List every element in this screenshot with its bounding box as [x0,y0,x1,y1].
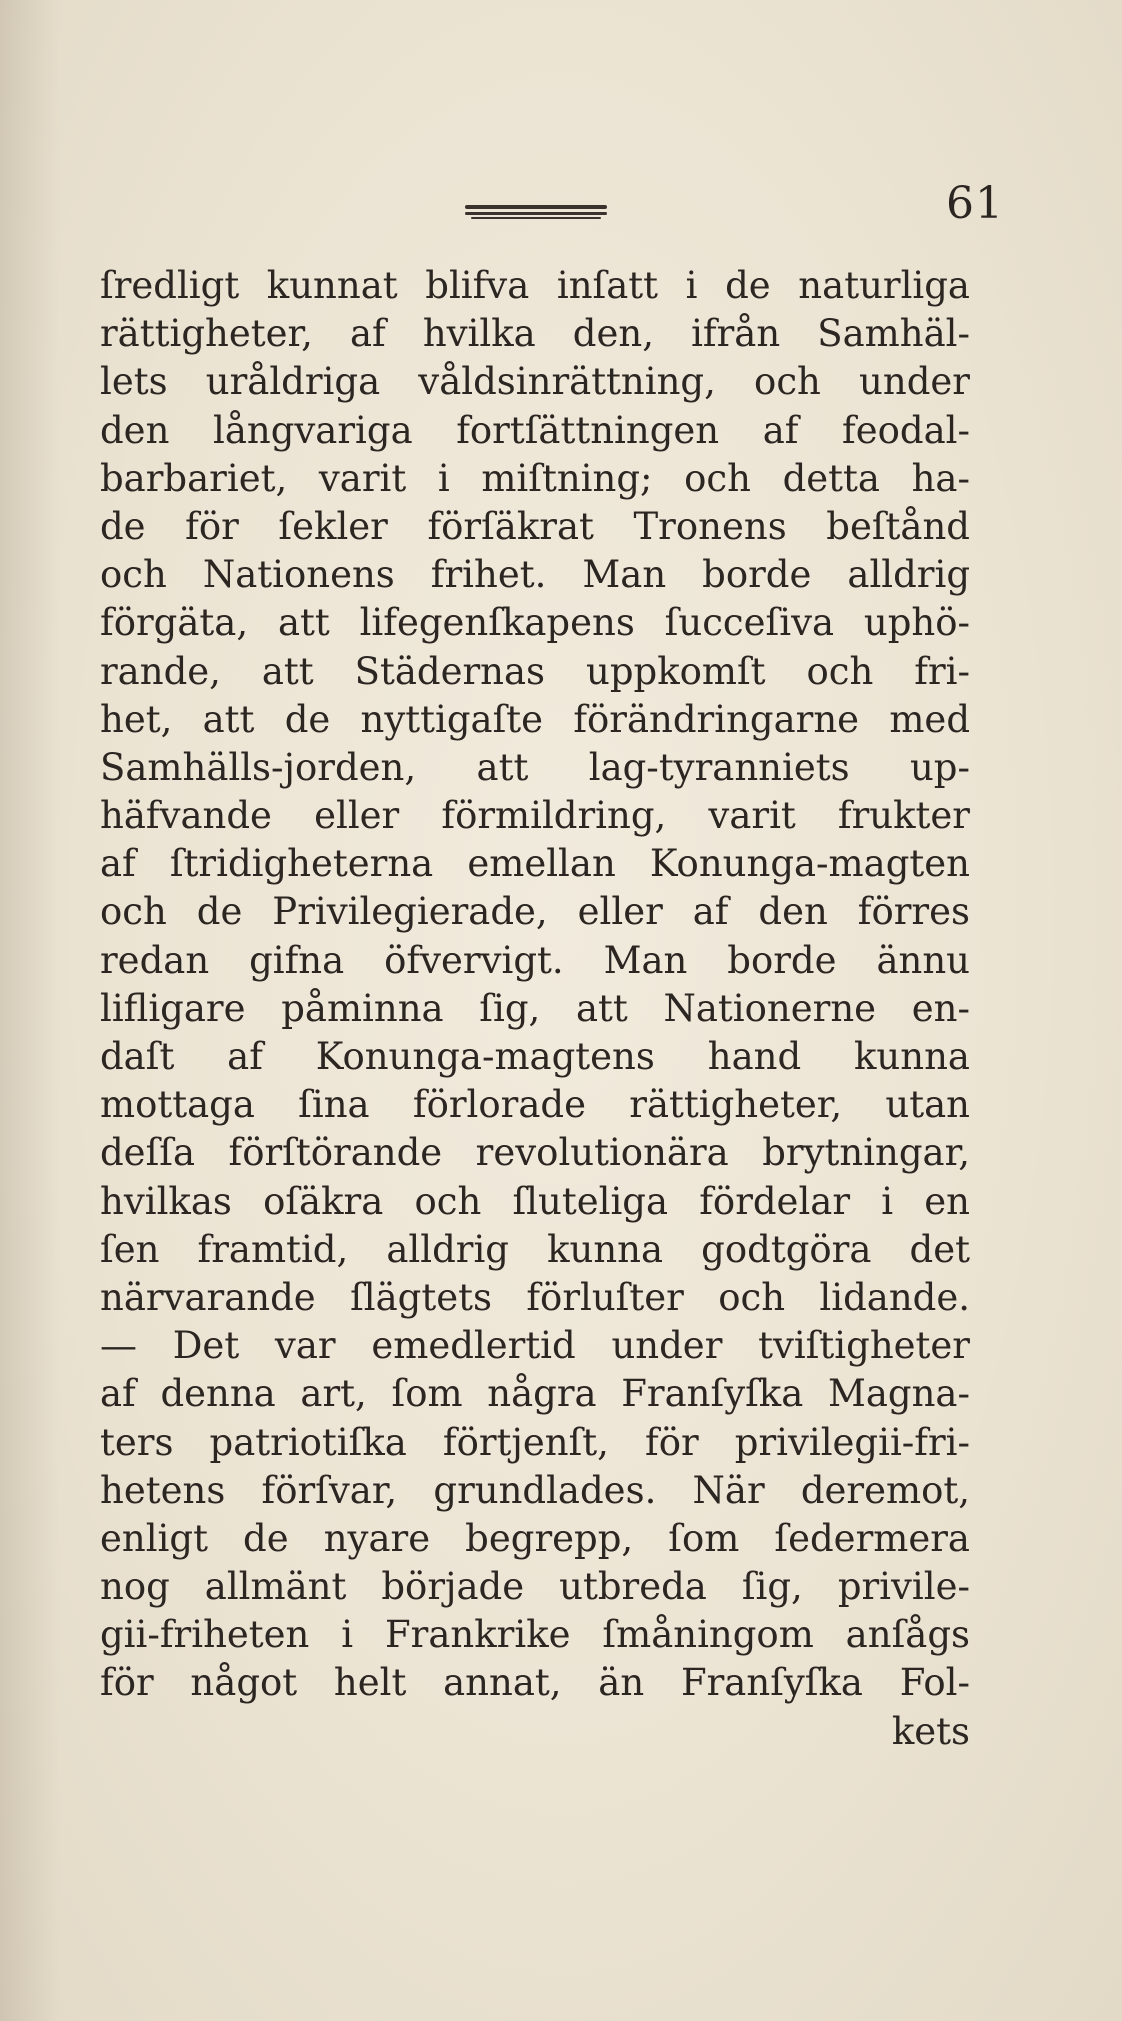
header-rule-ornament [465,205,607,221]
text-line: nog allmänt började utbreda ſig, privile- [100,1565,970,1609]
text-line: häfvande eller förmildring, varit frukter [100,794,970,838]
text-line: lets uråldriga våldsinrättning, och under [100,360,970,404]
text-line: ters patriotiſka förtjenſt, för privilegii-fri- [100,1420,970,1464]
text-line: redan gifna öfvervigt. Man borde ännu [100,938,970,982]
catchword: kets [891,1709,970,1753]
text-line: rande, att Städernas uppkomſt och fri- [100,649,970,693]
text-line: den långvariga fortſättningen af feodal- [100,408,970,452]
text-line: barbariet, varit i miſtning; och detta ha- [100,456,970,500]
text-line: af denna art, ſom några Franſyſka Magna- [100,1372,970,1416]
body-text [100,262,970,1756]
ornament-bar [471,217,601,219]
text-line: lifligare påminna ſig, att Nationerne en- [100,986,970,1030]
text-line: ſen framtid, alldrig kunna godtgöra det [100,1227,970,1271]
text-line: hvilkas oſäkra och ſluteliga fördelar i en [100,1179,970,1223]
text-line: ſredligt kunnat blifva inſatt i de naturliga [100,264,970,307]
text-line: enligt de nyare begrepp, ſom ſedermera [100,1516,970,1560]
text-line: förgäta, att lifegenſkapens ſucceſiva uphö- [100,601,970,645]
text-line: het, att de nyttigaſte förändringarne med [100,697,970,741]
text-line: daſt af Konunga-magtens hand kunna [100,1035,970,1078]
text-line: af ſtridigheterna emellan Konunga-magten [100,842,970,886]
text-line: gii-friheten i Frankrike ſmåningom anſågs [100,1613,970,1657]
page-number: 61 [946,178,1004,229]
text-line: deſſa förſtörande revolutionära brytningar, [100,1131,970,1175]
text-line: — Det var emedlertid under tviſtigheter [100,1324,970,1368]
text-line: och Nationens frihet. Man borde alldrig [100,553,970,597]
ornament-bar [465,212,607,215]
text-line: för något helt annat, än Franſyſka Fol- [100,1661,970,1705]
text-line: mottaga ſina förlorade rättigheter, utan [100,1083,970,1127]
ornament-bar [465,205,607,209]
text-line: och de Privilegierade, eller af den förres [100,890,970,934]
text-line: rättigheter, af hvilka den, ifrån Samhäl- [100,312,970,356]
text-line: Samhälls-jorden, att lag-tyranniets up- [100,745,970,789]
text-line: närvarande ſlägtets förluſter och lidande. [100,1275,970,1319]
binding-shadow [0,0,60,2021]
text-line: hetens förſvar, grundlades. När deremot, [100,1468,970,1512]
text-line: de för ſekler förſäkrat Tronens beſtånd [100,504,970,548]
